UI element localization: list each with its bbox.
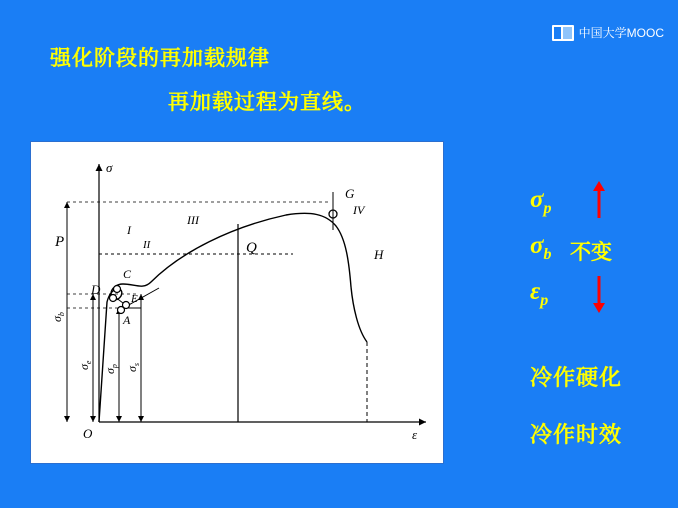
- stress-strain-curve: [99, 213, 351, 422]
- symbol-epsilon-p: $\varepsilon_p$: [530, 278, 549, 309]
- mooc-logo: [552, 24, 664, 41]
- mooc-logo-text: 中国大学MOOC: [578, 26, 664, 40]
- conclusion-hardening: 冷作硬化: [530, 365, 623, 390]
- axis-label-sigma: σ: [106, 160, 113, 175]
- label-C: C: [123, 267, 132, 281]
- annotation-row-sigma-p: [512, 180, 678, 226]
- symbol-sigma-p: $\sigma_p$: [530, 186, 552, 217]
- stage-label-IV: IV: [353, 203, 365, 217]
- axis-label-epsilon: ε: [412, 427, 418, 442]
- marker-sigma-p: $\sigma_p$: [103, 364, 119, 374]
- stress-strain-figure: [30, 141, 444, 464]
- stage-label-II: II: [143, 239, 151, 251]
- marker-sigma-e: $\sigma_e$: [77, 360, 93, 370]
- label-Q: Q: [246, 240, 257, 256]
- label-D: D: [91, 282, 101, 297]
- label-H: H: [374, 247, 384, 262]
- figure-axes: [99, 164, 426, 422]
- point-D: [110, 295, 117, 302]
- origin-label: O: [83, 426, 93, 441]
- stage-label-I: I: [127, 223, 131, 237]
- arrow-up-icon: [590, 180, 608, 222]
- label-P: P: [55, 234, 65, 250]
- sigma-b-note: 不变: [570, 241, 612, 264]
- conclusion-aging: 冷作时效: [530, 422, 623, 447]
- annotation-row-epsilon-p: [512, 272, 678, 318]
- arrow-down-icon: [590, 272, 608, 314]
- book-icon: [552, 25, 574, 41]
- label-G: G: [345, 186, 355, 201]
- slide-title-line1: 强化阶段的再加载规律: [50, 47, 270, 70]
- slide-title-line2: 再加载过程为直线。: [168, 91, 366, 114]
- label-A: A: [123, 313, 131, 327]
- stage-label-III: III: [187, 213, 199, 227]
- label-E: E: [131, 293, 138, 305]
- point-C: [114, 286, 121, 293]
- marker-sigma-s: $\sigma_s$: [125, 362, 141, 372]
- symbol-sigma-b: $\sigma_b$: [530, 232, 552, 263]
- annotation-row-sigma-b: [512, 226, 678, 272]
- marker-sigma-b: $\sigma_b$: [50, 312, 66, 322]
- annotation-column: [512, 180, 678, 318]
- curve-necking: [351, 287, 367, 342]
